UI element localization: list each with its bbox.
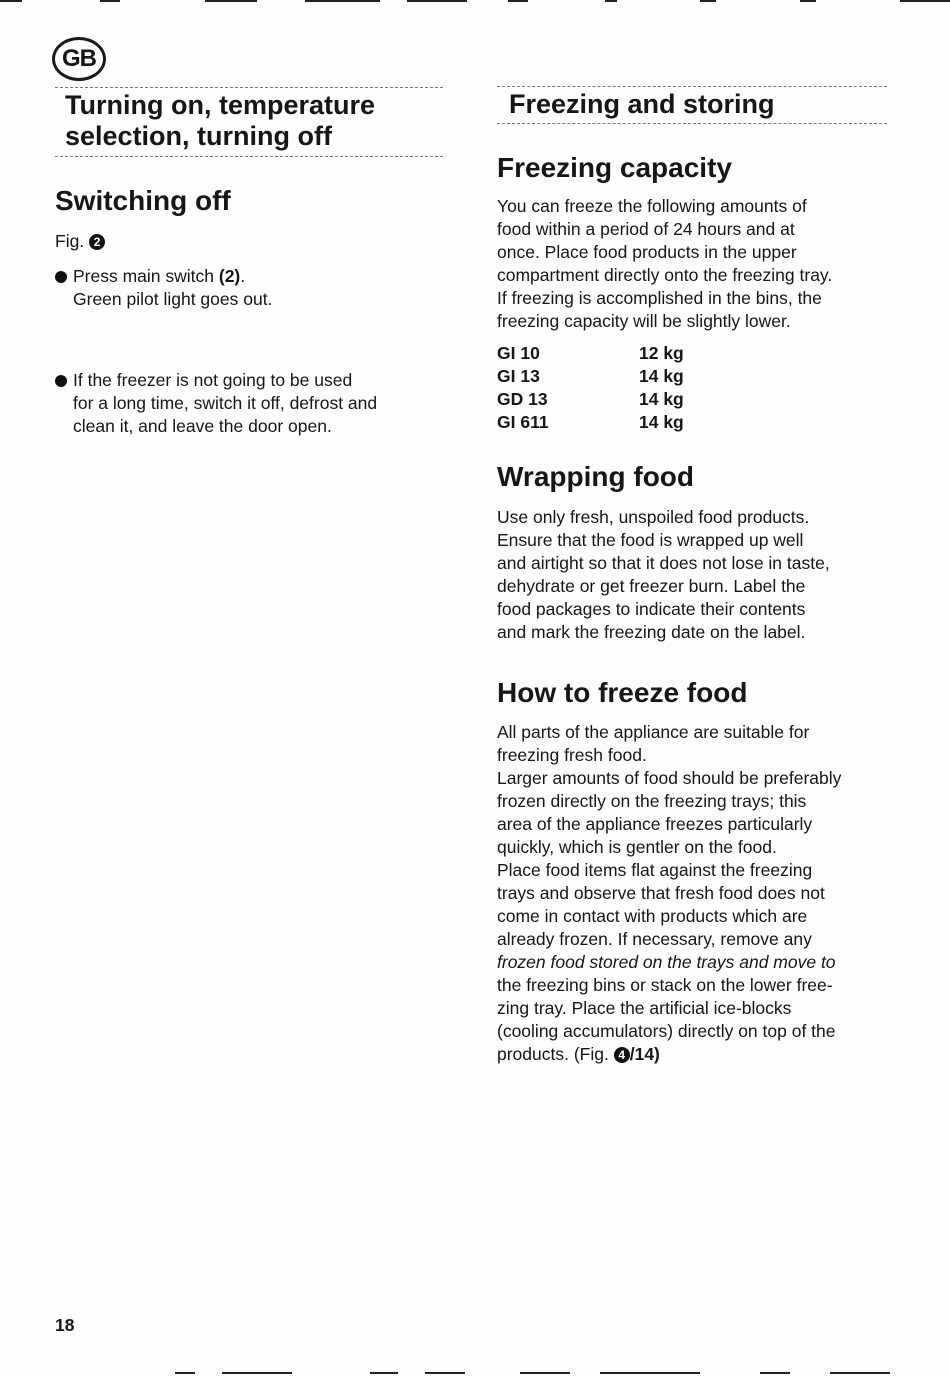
table-row: GD 13 14 kg [497, 389, 684, 409]
table-row: GI 611 14 kg [497, 412, 684, 432]
wrapping-food-text: Use only fresh, unspoiled food products. Ensure that the food is wrapped up well and airtight so that it does not lose in taste, dehydrate or get freezer burn. Label the food packages to indicate their contents and mark the freezing date on the label. [497, 507, 830, 642]
wrapping-food-heading: Wrapping food [497, 461, 694, 492]
figure-number-badge: 4 [614, 1047, 630, 1063]
freezing-capacity-text: You can freeze the following amounts of food within a period of 24 hours and at once. Place food products in the upper compartment directly onto the freezing tray. If freezing is accomplished in the bins, the freezing capacity will be slightly lower. [497, 196, 833, 331]
bullet-press-switch: Press main switch (2). Green pilot light goes out. [55, 265, 453, 311]
freezing-capacity-table [497, 342, 684, 434]
section-title: Turning on, temperature selection, turning off [65, 90, 376, 151]
figure-reference: Fig. 2 [55, 230, 105, 253]
table-row: GI 13 14 kg [497, 366, 684, 386]
section-title-box [55, 87, 443, 157]
how-to-freeze-heading: How to freeze food [497, 677, 748, 708]
bullet-icon [55, 375, 67, 387]
table-row: GI 10 12 kg [497, 343, 684, 363]
section-title-box-right [497, 86, 887, 124]
country-badge: GB [52, 37, 106, 81]
page-number: 18 [55, 1315, 75, 1335]
bullet-long-absence: If the freezer is not going to be used for a long time, switch it off, defrost and clean it, and leave the door open. [55, 369, 463, 438]
figure-number-badge: 2 [89, 234, 105, 250]
freezing-storing-title: Freezing and storing [509, 89, 775, 119]
freezing-capacity-heading: Freezing capacity [497, 152, 732, 183]
bullet-icon [55, 271, 67, 283]
how-to-freeze-text: All parts of the appliance are suitable for freezing fresh food. Larger amounts of food should be preferably frozen directly on the freezing trays; this area of the appliance freezes particularly quickly, which is gentler on the food. Place food items flat against the freezing trays and observe that fresh food does not come in contact with products which are already frozen. If necessary, remove any frozen food stored on the trays and move to the freezing bins or stack on the lower free- zing tray. Place the artificial ice-blocks (cooling accumulators) directly on top of the products. (Fig. 4 /14) [497, 722, 842, 1064]
switching-off-heading: Switching off [55, 185, 231, 216]
